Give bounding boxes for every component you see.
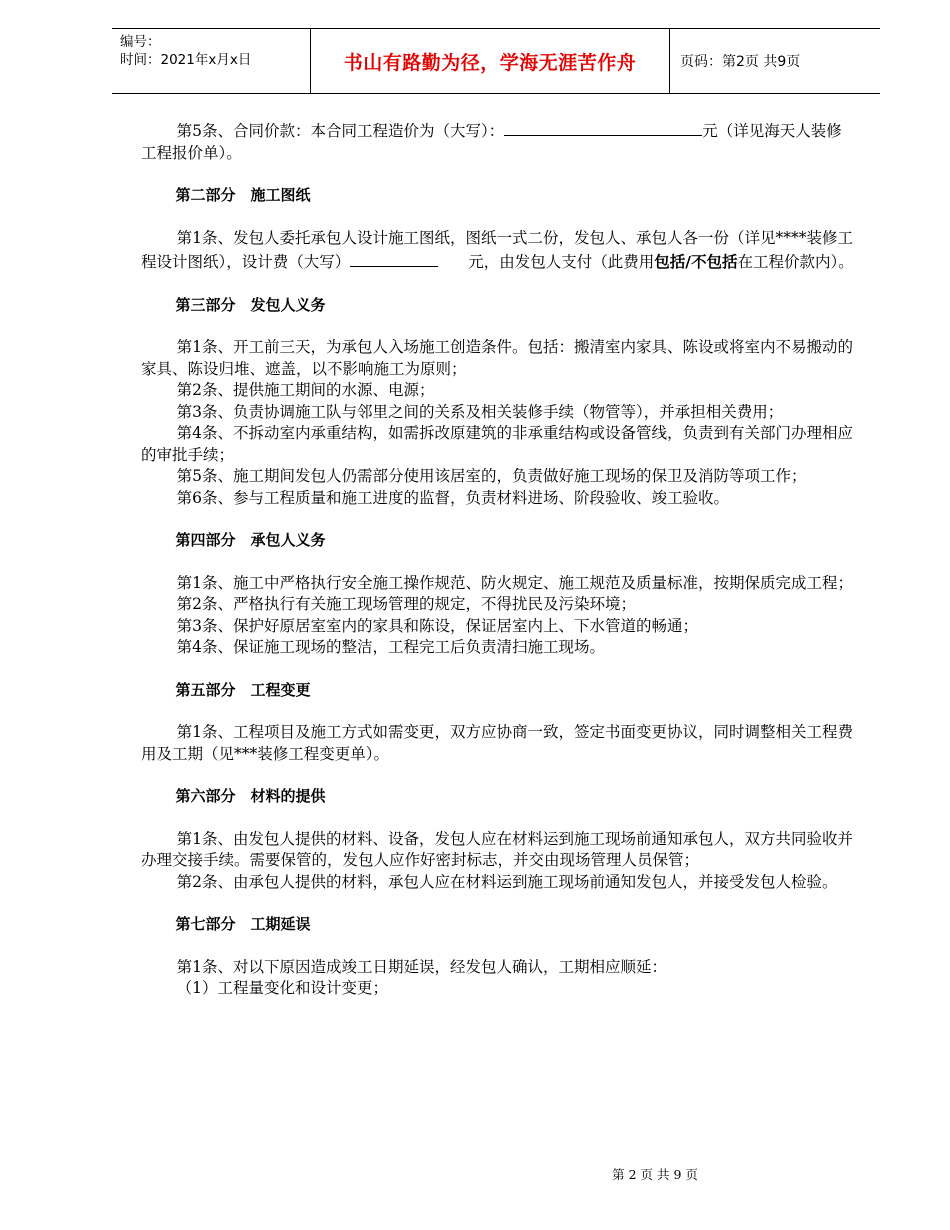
serial-label: 编号：: [120, 34, 161, 50]
list-item: 第6条、参与工程质量和施工进度的监督，负责材料进场、阶段验收、竣工验收。: [176, 488, 730, 507]
time-label: 时间：2021年x月x日: [120, 52, 252, 68]
section-2-title: 第二部分 施工图纸: [175, 186, 311, 204]
section-5-title: 第五部分 工程变更: [175, 680, 311, 699]
list-item: 第5条、施工期间发包人仍需部分使用该居室的，负责做好施工现场的保卫及消防等项工作；: [176, 467, 807, 485]
section-3-title: 第三部分 发包人义务: [175, 295, 326, 314]
list-item: 第2条、严格执行有关施工现场管理的规定，不得扰民及污染环境；: [176, 595, 637, 613]
list-item: 第1条、由发包人提供的材料、设备，发包人应在材料运到施工现场前通知承包人，双方共同验收并办理交接手续。需要保管的，发包人应作好密封标志，并交由现场管理人员保管；: [141, 829, 854, 869]
header-motto-cell: [310, 29, 670, 93]
section-2-clause-1: 第1条、发包人委托承包人设计施工图纸，图纸一式二份，发包人、承包人各一份（详见****装修工程设计图纸），设计费（大写） 元，由发包人支付（此费用包括/不包括在工程价款内）。: [141, 228, 854, 271]
fill-blank: [504, 118, 702, 136]
list-item: 第1条、对以下原因造成竣工日期延误，经发包人确认，工期相应顺延：: [176, 957, 668, 976]
list-item: 第1条、工程项目及施工方式如需变更，双方应协商一致，签定书面变更协议，同时调整相关工程费用及工期（见***装修工程变更单）。: [141, 723, 854, 763]
list-item: 第3条、保护好原居室室内的家具和陈设，保证居室内上、下水管道的畅通；: [176, 616, 699, 635]
section-6-title: 第六部分 材料的提供: [175, 787, 326, 805]
list-item: 第4条、不拆动室内承重结构，如需拆改原建筑的非承重结构或设备管线，负责到有关部门办理相应的审批手续；: [141, 424, 854, 464]
list-item: 第1条、施工中严格执行安全施工操作规范、防火规定、施工规范及质量标准，按期保质完成工程；: [176, 573, 854, 592]
header-meta: [112, 29, 310, 93]
clause-price: 第5条、合同价款：本合同工程造价为（大写）： 元（详见海天人装修工程报价单）。: [141, 118, 855, 164]
document-body: [141, 118, 855, 1000]
section-4-title: 第四部分 承包人义务: [175, 531, 326, 549]
list-item: 第4条、保证施工现场的整洁，工程完工后负责清扫施工现场。: [176, 638, 606, 656]
header-motto: 书山有路勤为径，学海无涯苦作舟: [343, 51, 637, 74]
list-item: 第2条、提供施工期间的水源、电源；: [176, 381, 435, 399]
page-header: [112, 28, 880, 94]
fill-blank: [350, 249, 438, 267]
header-page-info: 页码：第2页 共9页: [680, 54, 801, 70]
page-footer: 第 2 页 共 9 页: [612, 1167, 698, 1182]
list-item: （1）工程量变化和设计变更；: [176, 979, 389, 997]
list-item: 第3条、负责协调施工队与邻里之间的关系及相关装修手续（物管等），并承担相关费用；: [176, 402, 784, 421]
list-item: 第2条、由承包人提供的材料，承包人应在材料运到施工现场前通知发包人，并接受发包人检验。: [176, 872, 838, 891]
section-7-title: 第七部分 工期延误: [175, 915, 311, 933]
list-item: 第1条、开工前三天，为承包人入场施工创造条件。包括：搬清室内家具、陈设或将室内不易搬动的家具、陈设归堆、遮盖，以不影响施工为原则；: [141, 338, 854, 378]
